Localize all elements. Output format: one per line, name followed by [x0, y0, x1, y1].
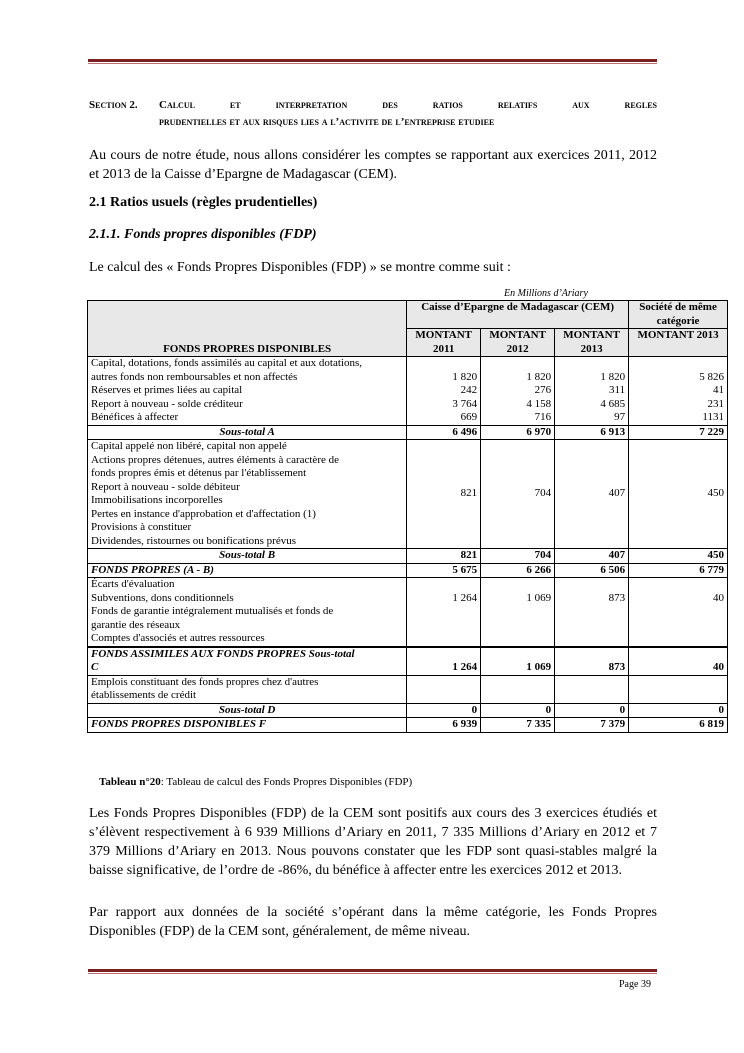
calc-intro: Le calcul des « Fonds Propres Disponibles (FDP) » se montre comme suit : — [89, 260, 511, 275]
bottom-divider — [88, 969, 657, 974]
header-group-cem: Caisse d’Epargne de Madagascar (CEM) — [407, 301, 629, 329]
table-row — [88, 357, 728, 426]
heading-fdp: 2.1.1. Fonds propres disponibles (FDP) — [89, 227, 317, 242]
values-2013: 1 820 311 4 685 97 — [555, 357, 629, 426]
header-group-peer: Société de même catégorie — [629, 301, 728, 329]
analysis-paragraph-1: Les Fonds Propres Disponibles (FDP) de la CEM sont positifs aux cours des 3 exercices étudiés et s’élèvent respectivement à 6 939 Millions d’Ariary en 2011, 7 335 Millions d’Ariary en 2012 et 7 379 Millions d’Ariary en 2013. Nous pouvons constater que les FDP sont quasi-stables malgré la baisse significative, de l’ordre de -86%, du bénéfice à affecter entre les exercices 2012 et 2013. — [89, 806, 657, 878]
table-row: Écarts d'évaluation Subventions, dons conditionnels Fonds de garantie intégralement mutualisés et fonds de garantie des réseaux Comptes d'associés et autres ressources 1 264 1 069 873 40 — [88, 578, 728, 647]
values-2012: 1 820 276 4 158 716 — [481, 357, 555, 426]
col-peer-2013: MONTANT 2013 — [629, 329, 728, 357]
unit-note: En Millions d’Ariary — [504, 288, 588, 299]
row-items-a: Capital, dotations, fonds assimilés au capital et aux dotations, autres fonds non remboursables et non affectés Réserves et primes liées au capital Report à nouveau - solde créditeur Bénéfices à affecter — [88, 357, 407, 426]
analysis-paragraph-2: Par rapport aux données de la société s’opérant dans la même catégorie, les Fonds Propres Disponibles (FDP) de la CEM sont, généralement, de même niveau. — [89, 905, 657, 939]
intro-paragraph: Au cours de notre étude, nous allons considérer les comptes se rapportant aux exercices 2011, 2012 et 2013 de la Caisse d’Epargne de Madagascar (CEM). — [89, 148, 657, 182]
subtotal-d-row: Sous-total D 0 0 0 0 — [88, 703, 728, 718]
table-row — [88, 675, 728, 703]
col-2011: MONTANT 2011 — [407, 329, 481, 357]
fonds-propres-disponibles-row: FONDS PROPRES DISPONIBLES F 6 939 7 335 7 379 6 819 — [88, 718, 728, 733]
row-items-d: Emplois constituant des fonds propres chez d'autres établissements de crédit — [88, 675, 407, 703]
values-peer: 5 826 41 231 1131 — [629, 357, 728, 426]
values-2011: 1 820 242 3 764 669 — [407, 357, 481, 426]
table-caption: Tableau n°20: Tableau de calcul des Fonds Propres Disponibles (FDP) — [99, 776, 413, 788]
col-2012: MONTANT 2012 — [481, 329, 555, 357]
subtotal-a-row: Sous-total A 6 496 6 970 6 913 7 229 — [88, 425, 728, 440]
fdp-table — [87, 300, 728, 733]
col-2013: MONTANT 2013 — [555, 329, 629, 357]
fonds-assimiles-row: FONDS ASSIMILES AUX FONDS PROPRES Sous-total C 1 264 1 069 873 40 — [88, 647, 728, 676]
top-divider — [88, 59, 657, 64]
header-label: FONDS PROPRES DISPONIBLES — [88, 301, 407, 357]
row-items-b: Capital appelé non libéré, capital non appelé Actions propres détenues, autres éléments à caractère de fonds propres émis et détenus par l'établissement Report à nouveau - solde débiteur Immobilisations incorporelles Pertes en instance d'approbation et d'affectation (1) Provisions à constituer Dividendes, ristournes ou bonifications prévus — [88, 440, 407, 549]
subtotal-b-row: Sous-total B 821 704 407 450 — [88, 549, 728, 564]
table-row: Capital appelé non libéré, capital non appelé Actions propres détenues, autres éléments à caractère de fonds propres émis et détenus par l'établissement Report à nouveau - solde débiteur Immobilisations incorporelles Pertes en instance d'approbation et d'affectation (1) Provisions à constituer Dividendes, ristournes ou bonifications prévus 821 704 407 450 — [88, 440, 728, 549]
heading-ratios-usuels: 2.1 Ratios usuels (règles prudentielles) — [89, 195, 318, 210]
row-items-c: Écarts d'évaluation Subventions, dons conditionnels Fonds de garantie intégralement mutualisés et fonds de garantie des réseaux Comptes d'associés et autres ressources — [88, 578, 407, 647]
table-header-row — [88, 301, 728, 329]
fonds-propres-row: FONDS PROPRES (A - B) 5 675 6 266 6 506 6 779 — [88, 563, 728, 578]
page-number: Page 39 — [619, 979, 651, 990]
